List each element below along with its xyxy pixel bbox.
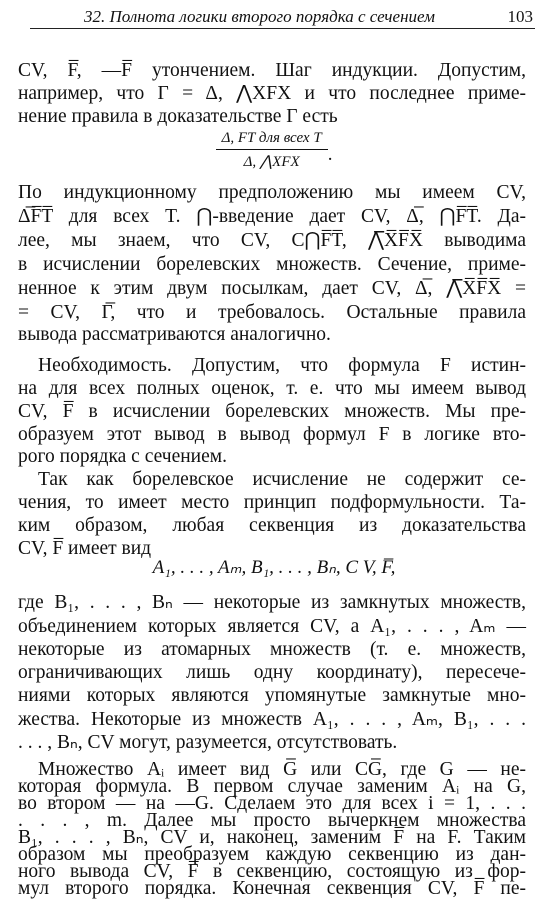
text-line: которая формула. В первом случае заменим Aᵢ на G,: [18, 776, 526, 797]
text-line: ким образом, любая секвенция из доказательства: [18, 515, 526, 536]
inference-conclusion: Δ, ⋀XFX: [243, 154, 300, 170]
running-head: [30, 6, 535, 29]
text-line: лее, мы знаем, что CV, C⋂F̅T̅, ⋀̅X̅F̅X̅ выводима: [18, 230, 526, 251]
text-line: ненное к этим двум посылкам, дает CV, Δ̅, ⋀̅X̅F̅X̅ =: [18, 278, 526, 299]
page-number: 103: [507, 7, 533, 26]
text-line: CV, F̅ имеет вид: [18, 538, 152, 559]
text-line: чения, то имеет место принцип подформульности. Та-: [18, 492, 526, 513]
text-line: жества. Некоторые из множеств A₁, . . . , Aₘ, B₁, . . .: [18, 709, 526, 730]
text-line: некоторые из атомарных множеств (т. е. множеств,: [18, 639, 526, 660]
text-line: CV, F̅ в исчислении борелевских множеств. Мы пре-: [18, 401, 526, 422]
text-line: Множество Aᵢ имеет вид G̅ или CG̅, где G — не-: [38, 759, 526, 780]
inference-premise: Δ, FT для всех T: [216, 130, 328, 150]
text-line: объединением которых является CV, а A₁, . . . , Aₘ —: [18, 616, 526, 637]
formula-period: .: [327, 144, 333, 166]
text-line: По индукционному предположению мы имеем CV,: [18, 182, 526, 203]
text-line: . . . , Bₙ, CV могут, разумеется, отсутствовать.: [18, 732, 398, 753]
display-formula-sequent: A₁, . . . , Aₘ, B₁, . . . , Bₙ, C V, F̅,: [152, 557, 396, 578]
text-line: во втором — на —G. Сделаем это для всех i = 1, . . .: [18, 793, 526, 814]
section-title: 32. Полнота логики второго порядка с сечением: [84, 7, 435, 26]
text-line: нение правила в доказательстве Γ есть: [18, 106, 338, 127]
text-line: Так как борелевское исчисление не содержит се-: [38, 469, 526, 490]
text-line: в исчислении борелевских множеств. Сечение, приме-: [18, 254, 526, 275]
text-line: Необходимость. Допустим, что формула F истин-: [38, 355, 526, 376]
text-line: образуем этот вывод в вывод формул F в логике вто-: [18, 424, 526, 445]
text-line: . . . , m. Далее мы просто вычеркнем множества: [18, 810, 526, 831]
display-formula-inference: [0, 130, 548, 171]
text-line: вывода рассматриваются аналогично.: [18, 324, 331, 345]
inference-fraction: [216, 130, 328, 171]
text-line: ограничивающих лишь одну координату), пересече-: [18, 662, 526, 683]
text-line: B₁, . . . , Bₙ, CV и, наконец, заменим F̅ на F. Таким: [18, 827, 526, 848]
text-line: образом мы преобразуем каждую секвенцию из дан-: [18, 844, 526, 865]
text-line: рого порядка с сечением.: [18, 446, 227, 467]
text-line: мул второго порядка. Конечная секвенция CV, F̅ пе-: [18, 878, 526, 899]
text-line: например, что Γ = Δ, ⋀XFX и что последнее приме-: [18, 83, 526, 104]
text-line: ниями которых являются упомянутые замкнутые мно-: [18, 685, 526, 706]
text-line: Δ̅F̅T̅ для всех T. ⋂-введение дает CV, Δ̅, ⋂F̅T̅. Да-: [18, 206, 526, 227]
text-line: CV, F̅, —F̅ утончением. Шаг индукции. Допустим,: [18, 60, 526, 81]
text-line: на для всех полных оценок, т. е. что мы имеем вывод: [18, 378, 526, 399]
text-line: ного вывода CV, F̅ в секвенцию, состоящую из фор-: [18, 861, 526, 882]
text-line: = CV, Γ̅, что и требовалось. Остальные правила: [18, 302, 526, 323]
text-line: где B₁, . . . , Bₙ — некоторые из замкнутых множеств,: [18, 592, 526, 613]
